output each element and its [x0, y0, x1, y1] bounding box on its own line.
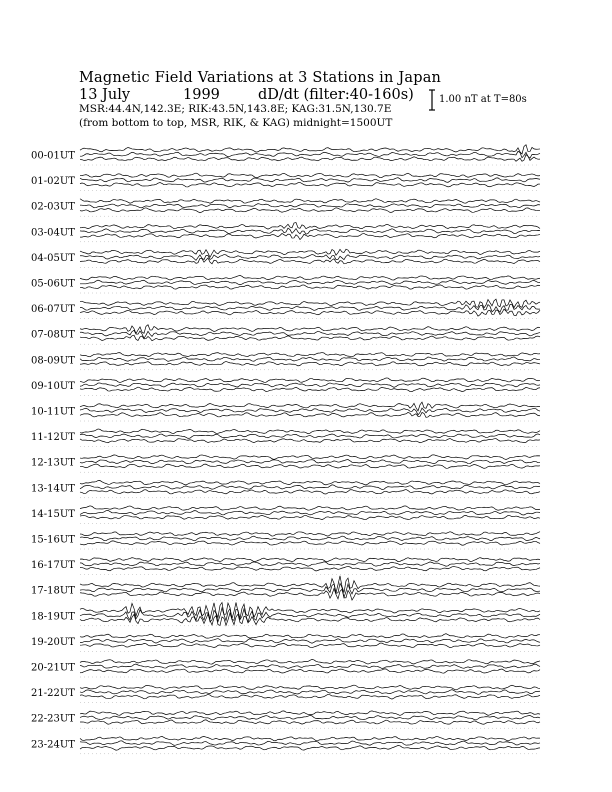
trace-msr: [80, 182, 540, 186]
trace-rik: [80, 228, 540, 234]
trace-kag: [80, 455, 540, 460]
trace-kag: [80, 711, 540, 716]
trace-kag: [80, 532, 540, 536]
trace-rik: [80, 305, 540, 313]
date-year: 1999: [183, 87, 220, 103]
trace-msr: [80, 746, 540, 751]
trace-kag: [80, 222, 540, 229]
trace-kag: [80, 634, 540, 638]
trace-rik: [80, 741, 540, 745]
hour-label: 10-11UT: [31, 406, 75, 418]
hour-label: 01-02UT: [31, 176, 75, 188]
trace-rik: [80, 178, 540, 183]
trace-rik: [80, 357, 540, 361]
trace-kag: [80, 325, 540, 334]
trace-msr: [80, 589, 540, 600]
hour-label: 23-24UT: [31, 739, 75, 751]
hour-label: 13-14UT: [31, 483, 75, 495]
trace-msr: [80, 438, 540, 442]
trace-msr: [80, 335, 540, 341]
trace-rik: [80, 204, 540, 208]
trace-kag: [80, 659, 540, 664]
trace-kag: [80, 558, 540, 562]
chart-title: Magnetic Field Variations at 3 Stations in Japan: [79, 70, 442, 86]
trace-rik: [80, 151, 540, 158]
trace-kag: [80, 173, 540, 178]
hour-label: 08-09UT: [31, 355, 75, 367]
trace-msr: [80, 412, 540, 417]
hour-label: 17-18UT: [31, 585, 75, 597]
hour-label: 02-03UT: [31, 201, 75, 213]
hour-label: 21-22UT: [31, 688, 75, 700]
scale-label: 1.00 nT at T=80s: [439, 94, 527, 105]
stations-label: MSR:44.4N,142.3E; RIK:43.5N,143.8E; KAG:31.5N,130.7E: [79, 103, 392, 115]
filter-label: dD/dt (filter:40-160s): [258, 87, 414, 103]
hour-label: 06-07UT: [31, 304, 75, 316]
trace-msr: [80, 464, 540, 468]
trace-kag: [80, 249, 540, 257]
hour-label: 15-16UT: [31, 534, 75, 546]
hour-label: 22-23UT: [31, 713, 75, 725]
hour-label: 18-19UT: [31, 611, 75, 623]
trace-kag: [80, 378, 540, 383]
trace-rik: [80, 715, 540, 720]
trace-msr: [80, 258, 540, 264]
trace-kag: [80, 576, 540, 593]
trace-msr: [80, 309, 540, 316]
hour-label: 12-13UT: [31, 457, 75, 469]
trace-kag: [80, 429, 540, 434]
hour-label: 19-20UT: [31, 636, 75, 648]
trace-msr: [80, 208, 540, 213]
hour-label: 14-15UT: [31, 508, 75, 520]
hour-label: 09-10UT: [31, 380, 75, 392]
trace-kag: [80, 506, 540, 510]
trace-rik: [80, 280, 540, 285]
trace-kag: [80, 275, 540, 280]
hour-label: 00-01UT: [31, 150, 75, 162]
order-note: (from bottom to top, MSR, RIK, & KAG) midnight=1500UT: [79, 117, 393, 129]
date-day: 13 July: [79, 87, 131, 103]
trace-rik: [80, 254, 540, 260]
trace-rik: [80, 434, 540, 438]
trace-msr: [80, 720, 540, 724]
trace-msr: [80, 233, 540, 239]
trace-msr: [80, 694, 540, 699]
trace-kag: [80, 353, 540, 357]
hour-label: 16-17UT: [31, 560, 75, 572]
trace-kag: [80, 685, 540, 690]
hour-label: 04-05UT: [31, 252, 75, 264]
hour-label: 11-12UT: [31, 432, 75, 444]
trace-rik: [80, 664, 540, 669]
trace-kag: [80, 199, 540, 204]
trace-msr: [80, 285, 540, 289]
trace-msr: [80, 489, 540, 494]
trace-kag: [80, 299, 540, 308]
trace-rik: [80, 639, 540, 644]
hour-label: 20-21UT: [31, 662, 75, 674]
trace-kag: [80, 481, 540, 485]
trace-kag: [80, 145, 540, 154]
trace-kag: [80, 736, 540, 741]
hour-label: 07-08UT: [31, 329, 75, 341]
trace-msr: [80, 669, 540, 673]
trace-msr: [80, 643, 540, 648]
trace-rik: [80, 460, 540, 464]
trace-rik: [80, 510, 540, 515]
trace-kag: [80, 402, 540, 411]
hour-label: 03-04UT: [31, 227, 75, 239]
trace-rik: [80, 408, 540, 415]
trace-msr: [80, 361, 540, 365]
trace-msr: [80, 541, 540, 545]
trace-msr: [80, 515, 540, 519]
trace-rik: [80, 562, 540, 566]
trace-rik: [80, 690, 540, 695]
trace-msr: [80, 613, 540, 626]
trace-rik: [80, 485, 540, 490]
trace-rik: [80, 536, 540, 541]
trace-msr: [80, 387, 540, 392]
trace-msr: [80, 566, 540, 571]
trace-rik: [80, 383, 540, 387]
hour-label: 05-06UT: [31, 278, 75, 290]
